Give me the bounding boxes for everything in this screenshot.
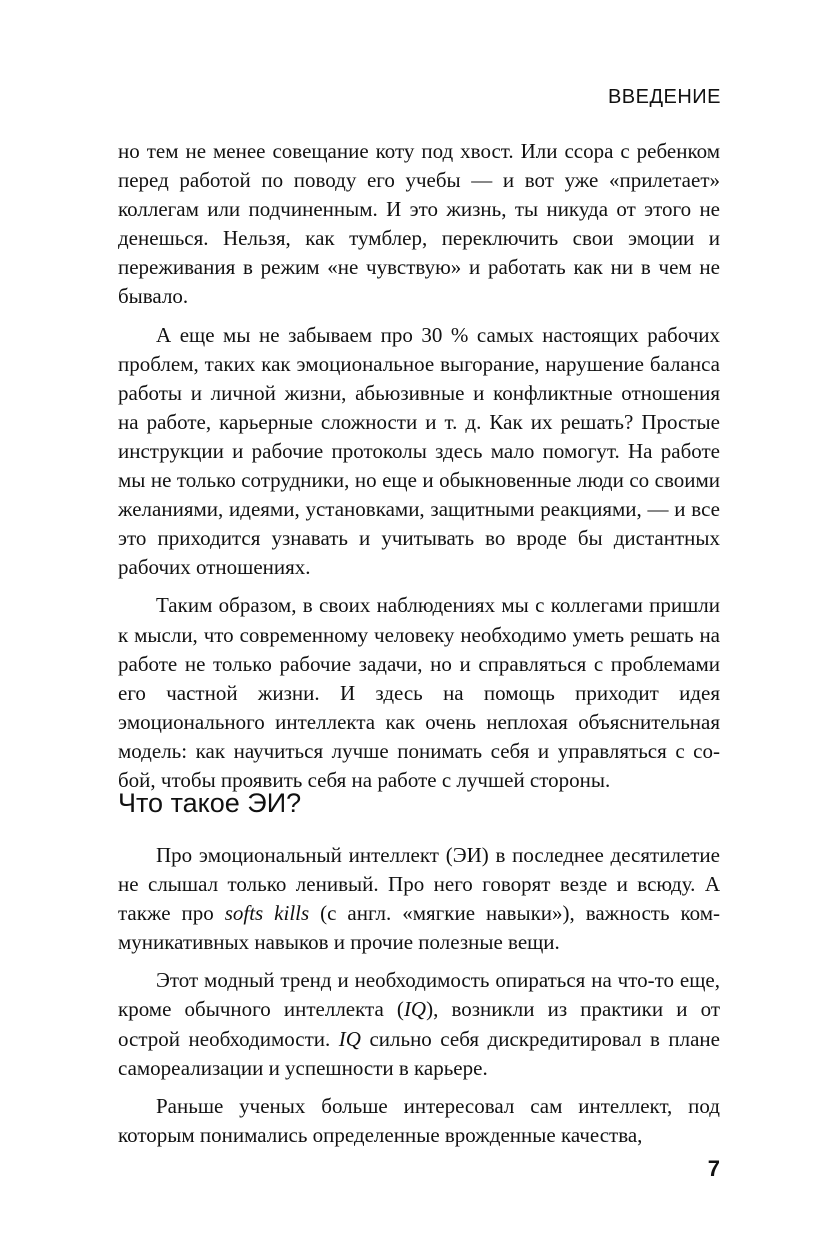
text-run: сильно себя дискредитировал в плане самореализации и успешности в карьере. bbox=[118, 1026, 720, 1080]
running-head: ВВЕДЕНИЕ bbox=[607, 86, 721, 108]
italic-term: softs kills bbox=[224, 901, 310, 926]
text-block-intro bbox=[118, 137, 720, 804]
paragraph-ei-1 bbox=[118, 841, 720, 957]
section-title: Что такое ЭИ? bbox=[118, 788, 302, 818]
paragraph: но тем не менее совещание коту под хвост. Или ссора с ребенком перед работой по поводу его учебы — и вот уже «прилетает» коллегам или подчиненным. И это жизнь, ты никуда от этого не денешься. Нельзя, как тумблер, переключить свои эмоции и переживания в режим «не чувствую» и работать как ни в чем не бывало. bbox=[118, 139, 720, 309]
page-number: 7 bbox=[707, 1156, 720, 1181]
text-run: (с англ. «мягкие навыки»), важность коммуникативных навыков и прочие полезные вещи. bbox=[118, 901, 721, 955]
text-run: Про эмоциональный интеллект (ЭИ) в последнее десятилетие не слышал только ленивый. Про него говорят везде и всюду. А также про bbox=[118, 843, 720, 926]
paragraph: А еще мы не забываем про 30 % самых настоящих рабочих проблем, таких как эмоциональное выгорание, нарушение баланса работы и личной жизни, абьюзивные и конфликтные отношения на работе, карьерные сложности и т. д. Как их решать? Простые инструкции и рабочие протоколы здесь мало помогут. На работе мы не только сотрудники, но еще и обыкновенные люди со своими желаниями, идеями, установками, защитными реакциями, — и все это приходится узнавать и учитывать во вроде бы дистантных рабочих отношениях. bbox=[118, 322, 720, 580]
text-block-ei bbox=[118, 841, 720, 1159]
paragraph-ei-3: Раньше ученых больше интересовал сам интеллект, под которым понимались определенные врожденные качества, bbox=[118, 1093, 720, 1147]
paragraph-ei-2 bbox=[118, 966, 720, 1082]
text-run: ), возникли из практики и от острой необходимости. bbox=[118, 997, 720, 1051]
text-run: Этот модный тренд и необходимость опираться на что-то еще, кроме обычного интеллекта ( bbox=[118, 968, 720, 1022]
paragraph: Таким образом, в своих наблюдениях мы с коллегами пришли к мысли, что современному человеку необходимо уметь решать на работе не только рабочие задачи, но и справляться с проблемами его частной жизни. И здесь на помощь приходит идея эмоционального интеллекта как очень неплохая объяснительная модель: как научиться лучше понимать себя и управляться с собой, чтобы проявить себя на работе с лучшей стороны. bbox=[118, 593, 720, 792]
italic-term: IQ bbox=[338, 1026, 361, 1051]
italic-term: IQ bbox=[403, 997, 427, 1022]
